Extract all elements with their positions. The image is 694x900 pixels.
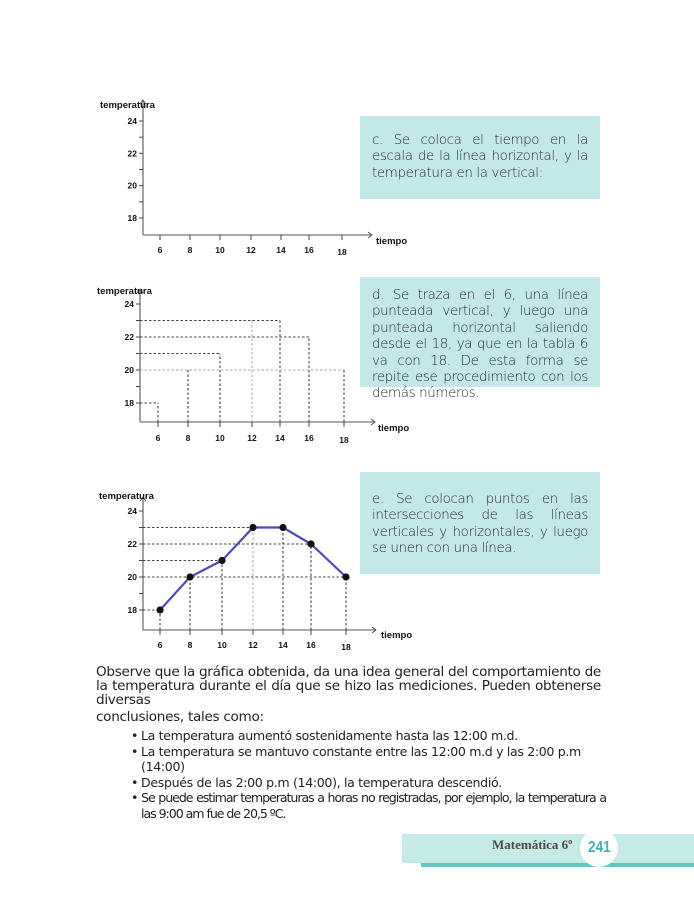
conclusions-list xyxy=(131,728,606,822)
y-tick-label: 22 xyxy=(127,539,137,549)
conclusion-item: • Se puede estimar temperaturas a horas no registradas, por ejemplo, la temperatura a las 9:00 am fue de 20,5 ºC. xyxy=(131,790,606,821)
x-tick-label: 16 xyxy=(306,640,316,650)
x-tick-label: 12 xyxy=(248,640,258,650)
step-c-box xyxy=(360,116,600,199)
y-tick-label: 20 xyxy=(124,365,134,375)
step-d-text: d. Se traza en el 6, una línea punteada vertical, y luego una punteada horizontal saliendo desde el 18, ya que en la tabla 6 va con 18. De esta forma se repite ese procedimiento con los demás números. xyxy=(372,288,588,402)
x-axis-label: tiempo xyxy=(381,630,413,641)
footer-accent-bar xyxy=(421,863,694,867)
x-tick-label: 18 xyxy=(341,642,351,652)
page-number-badge xyxy=(580,829,618,867)
x-axis-label: tiempo xyxy=(378,423,410,434)
data-point xyxy=(249,524,256,531)
y-axis-label: temperatura xyxy=(100,100,155,111)
observation-text-end: conclusiones, tales como: xyxy=(96,709,264,725)
x-tick-label: 8 xyxy=(187,245,193,255)
step-e-text: e. Se colocan puntos en las intersecciones de las líneas verticales y horizontales, y luego se unen con una línea. xyxy=(372,492,588,557)
step-c-text: c. Se coloca el tiempo en la escala de la línea horizontal, y la temperatura en la vertical: xyxy=(372,133,588,181)
x-tick-label: 14 xyxy=(278,640,288,650)
conclusion-item: • Después de las 2:00 p.m (14:00), la temperatura descendió. xyxy=(131,775,606,791)
x-tick-label: 16 xyxy=(304,245,314,255)
observation-paragraph xyxy=(96,665,601,724)
y-axis-label: temperatura xyxy=(97,286,152,297)
y-tick-label: 18 xyxy=(124,398,134,408)
x-tick-label: 16 xyxy=(304,433,314,443)
y-tick-label: 18 xyxy=(127,605,137,615)
y-tick-label: 22 xyxy=(124,332,134,342)
x-tick-label: 10 xyxy=(217,640,227,650)
data-point xyxy=(279,524,286,531)
x-tick-label: 14 xyxy=(276,245,286,255)
data-point xyxy=(156,606,163,613)
y-tick-label: 24 xyxy=(124,299,134,309)
footer-book-title: Matemática 6º xyxy=(492,837,573,852)
y-tick-label: 20 xyxy=(127,180,137,191)
page-number: 241 xyxy=(587,839,611,856)
x-tick-label: 12 xyxy=(247,433,257,443)
conclusion-item: • La temperatura se mantuvo constante entre las 12:00 m.d y las 2:00 p.m (14:00) xyxy=(131,744,606,775)
y-tick-label: 24 xyxy=(127,116,137,126)
data-point xyxy=(342,573,349,580)
x-tick-label: 6 xyxy=(157,245,163,255)
x-tick-label: 6 xyxy=(155,433,161,443)
data-point xyxy=(307,540,314,547)
x-tick-label: 14 xyxy=(275,433,285,443)
x-tick-label: 6 xyxy=(157,640,163,650)
observation-text: Observe que la gráfica obtenida, da una idea general del comportamiento de la temperatura durante el día que se hizo las mediciones. Pueden obtenerse diversas xyxy=(96,664,601,708)
y-tick-label: 18 xyxy=(127,213,137,223)
y-axis-label: temperatura xyxy=(99,491,154,502)
x-tick-label: 8 xyxy=(187,640,193,650)
step-e-box xyxy=(360,472,600,574)
y-tick-label: 22 xyxy=(127,148,137,159)
step-d-box xyxy=(360,277,600,402)
y-tick-label: 20 xyxy=(127,572,137,582)
x-tick-label: 12 xyxy=(246,245,256,255)
data-point xyxy=(186,573,193,580)
x-tick-label: 8 xyxy=(185,433,191,443)
x-tick-label: 10 xyxy=(215,433,225,443)
x-tick-label: 18 xyxy=(337,247,347,257)
x-tick-label: 18 xyxy=(339,435,349,445)
y-tick-label: 24 xyxy=(127,506,137,516)
data-point xyxy=(218,557,225,564)
x-tick-label: 10 xyxy=(215,245,225,255)
conclusion-item: • La temperatura aumentó sostenidamente hasta las 12:00 m.d. xyxy=(131,728,606,744)
x-axis-label: tiempo xyxy=(376,236,408,247)
